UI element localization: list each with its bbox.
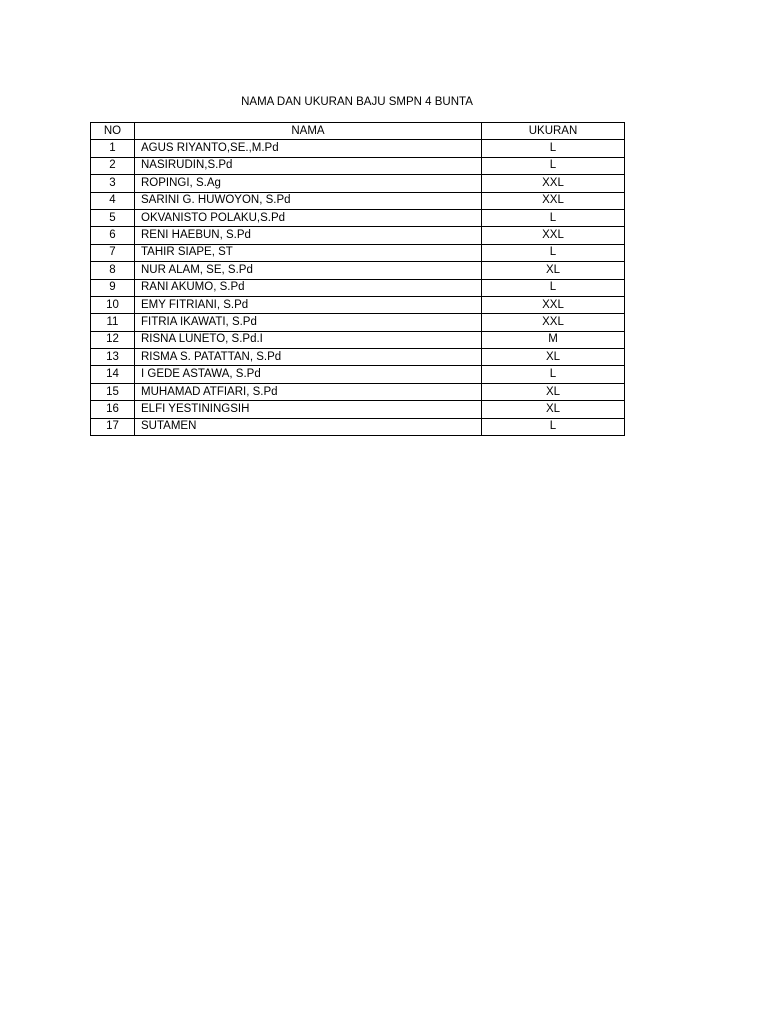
table-row [91, 140, 625, 157]
table-row [91, 262, 625, 279]
cell-nama: NUR ALAM, SE, S.Pd [135, 262, 482, 279]
shirt-size-table [90, 122, 625, 436]
cell-no: 13 [91, 349, 135, 366]
table-row [91, 314, 625, 331]
column-header-no: NO [91, 123, 135, 140]
table-header [91, 123, 625, 140]
cell-no: 2 [91, 157, 135, 174]
table-row [91, 227, 625, 244]
cell-ukuran: L [482, 418, 625, 435]
table-row [91, 209, 625, 226]
cell-nama: RISNA LUNETO, S.Pd.I [135, 331, 482, 348]
table-row [91, 157, 625, 174]
cell-ukuran: XL [482, 349, 625, 366]
cell-nama: SUTAMEN [135, 418, 482, 435]
table-row [91, 418, 625, 435]
table-row [91, 349, 625, 366]
table-row [91, 244, 625, 261]
cell-no: 14 [91, 366, 135, 383]
cell-ukuran: L [482, 157, 625, 174]
cell-no: 9 [91, 279, 135, 296]
table-row [91, 296, 625, 313]
cell-no: 11 [91, 314, 135, 331]
column-header-nama: NAMA [135, 123, 482, 140]
cell-no: 5 [91, 209, 135, 226]
table-row [91, 331, 625, 348]
table-body [91, 140, 625, 436]
cell-no: 17 [91, 418, 135, 435]
cell-nama: I GEDE ASTAWA, S.Pd [135, 366, 482, 383]
cell-nama: EMY FITRIANI, S.Pd [135, 296, 482, 313]
cell-ukuran: XL [482, 401, 625, 418]
cell-ukuran: XXL [482, 175, 625, 192]
cell-no: 10 [91, 296, 135, 313]
cell-nama: AGUS RIYANTO,SE.,M.Pd [135, 140, 482, 157]
table-row [91, 401, 625, 418]
cell-ukuran: XL [482, 262, 625, 279]
cell-ukuran: L [482, 244, 625, 261]
cell-nama: FITRIA IKAWATI, S.Pd [135, 314, 482, 331]
table-row [91, 192, 625, 209]
cell-no: 3 [91, 175, 135, 192]
cell-nama: RISMA S. PATATTAN, S.Pd [135, 349, 482, 366]
cell-no: 1 [91, 140, 135, 157]
cell-ukuran: L [482, 209, 625, 226]
cell-ukuran: XXL [482, 296, 625, 313]
cell-ukuran: XXL [482, 227, 625, 244]
cell-nama: TAHIR SIAPE, ST [135, 244, 482, 261]
cell-ukuran: XXL [482, 192, 625, 209]
column-header-ukuran: UKURAN [482, 123, 625, 140]
cell-ukuran: L [482, 140, 625, 157]
cell-no: 15 [91, 383, 135, 400]
cell-ukuran: XXL [482, 314, 625, 331]
cell-no: 12 [91, 331, 135, 348]
table-row [91, 175, 625, 192]
cell-nama: SARINI G. HUWOYON, S.Pd [135, 192, 482, 209]
cell-ukuran: XL [482, 383, 625, 400]
cell-ukuran: L [482, 279, 625, 296]
cell-nama: RENI HAEBUN, S.Pd [135, 227, 482, 244]
page-title: NAMA DAN UKURAN BAJU SMPN 4 BUNTA [241, 96, 473, 108]
cell-nama: NASIRUDIN,S.Pd [135, 157, 482, 174]
cell-no: 16 [91, 401, 135, 418]
cell-nama: OKVANISTO POLAKU,S.Pd [135, 209, 482, 226]
cell-no: 7 [91, 244, 135, 261]
cell-ukuran: M [482, 331, 625, 348]
header-row [91, 123, 625, 140]
cell-no: 6 [91, 227, 135, 244]
cell-nama: ELFI YESTININGSIH [135, 401, 482, 418]
cell-no: 4 [91, 192, 135, 209]
cell-ukuran: L [482, 366, 625, 383]
cell-no: 8 [91, 262, 135, 279]
cell-nama: RANI AKUMO, S.Pd [135, 279, 482, 296]
table-row [91, 383, 625, 400]
cell-nama: MUHAMAD ATFIARI, S.Pd [135, 383, 482, 400]
cell-nama: ROPINGI, S.Ag [135, 175, 482, 192]
table-row [91, 279, 625, 296]
table-row [91, 366, 625, 383]
